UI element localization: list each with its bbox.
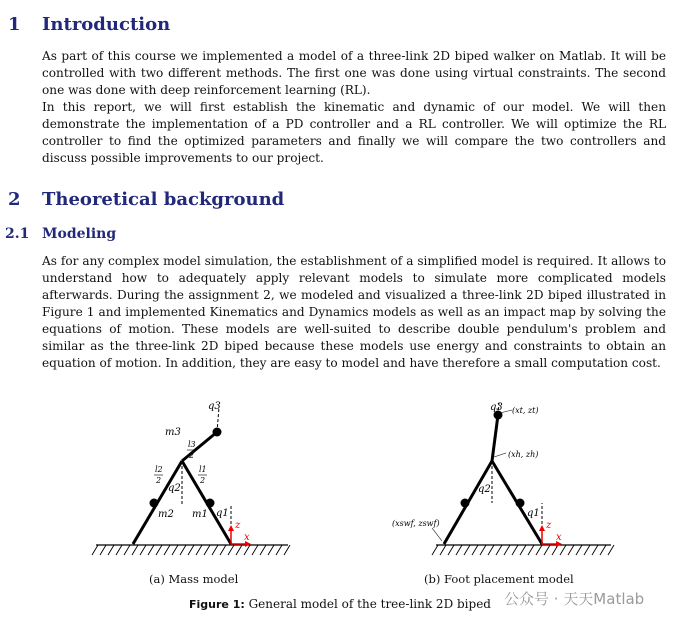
subsection-heading [5, 226, 116, 242]
subcaption-a: (a) Mass model [149, 572, 239, 586]
label-t: (xt, zt) [512, 406, 539, 415]
section-title: Introduction [42, 14, 171, 35]
label-l1-den: 2 [200, 476, 206, 485]
torso [492, 415, 498, 461]
label-x: x [556, 532, 562, 543]
label-h: (xh, zh) [508, 450, 539, 459]
watermark: 公众号 · 天天Matlab [504, 590, 645, 608]
label-q1: q1 [527, 508, 540, 519]
label-l2: l2 [155, 465, 163, 474]
label-q2: q2 [168, 483, 181, 494]
foot-placement-diagram [386, 395, 626, 575]
label-swf: (xswf, zswf) [392, 519, 440, 528]
label-m3: m3 [165, 427, 181, 438]
intro-paragraph-2: In this report, we will first establish the kinematic and dynamic of our model. We will then demonstrate the implementation of a PD controller and a RL controller. We will optimize the RL controller to find the optimized parameters and finally we will compare the two controllers and discuss possible improvements to our project. [42, 100, 666, 165]
mass-m2 [150, 499, 159, 508]
label-q1: q1 [216, 508, 229, 519]
figure-caption-text: General model of the tree-link 2D biped [248, 597, 491, 611]
label-z: z [546, 520, 552, 531]
section-number: 2 [8, 189, 21, 210]
label-z: z [235, 520, 241, 531]
subsection-number: 2.1 [5, 226, 30, 242]
label-x: x [244, 532, 250, 543]
section-number: 1 [8, 14, 21, 35]
mass-m1 [206, 499, 215, 508]
subcaption-b: (b) Foot placement model [424, 572, 574, 586]
figure-label: Figure 1: [188, 598, 245, 611]
intro-paragraph-1: As part of this course we implemented a model of a three-link 2D biped walker on Matlab. It will be controlled with two different methods. The first one was done using virtual constraints. The second one was done with deep reinforcement learning (RL). [42, 49, 666, 97]
label-q2: q2 [478, 484, 491, 495]
section-2-heading [8, 189, 284, 210]
label-q3: q3 [208, 401, 221, 412]
subsection-title: Modeling [42, 226, 117, 242]
section-title: Theoretical background [42, 189, 285, 210]
label-m1: m1 [192, 509, 208, 520]
mass-model-diagram [88, 395, 328, 575]
section-1-heading [8, 14, 170, 35]
label-m2: m2 [158, 509, 174, 520]
mass-m3 [213, 428, 222, 437]
label-q3: q3 [490, 402, 503, 413]
label-l1: l1 [199, 465, 207, 474]
label-l3: l3 [188, 440, 196, 449]
modeling-paragraph: As for any complex model simulation, the establishment of a simplified model is required. It allows to understand how to adequately apply relevant models to simulate more complicated models afterwards. During the assignment 2, we modeled and visualized a three-link 2D biped illustrated in Figure 1 and implemented Kinematics and Dynamics models as well as an impact map by solving the equations of motion. These models are well-suited to describe double pendulum's problem and similar as the three-link 2D biped because these models use energy and constraints to obtain an equation of motion. In addition, they are easy to model and have therefore a small computation cost. [42, 254, 666, 370]
label-l3-den: 2 [189, 451, 195, 460]
label-l2-den: 2 [156, 476, 162, 485]
